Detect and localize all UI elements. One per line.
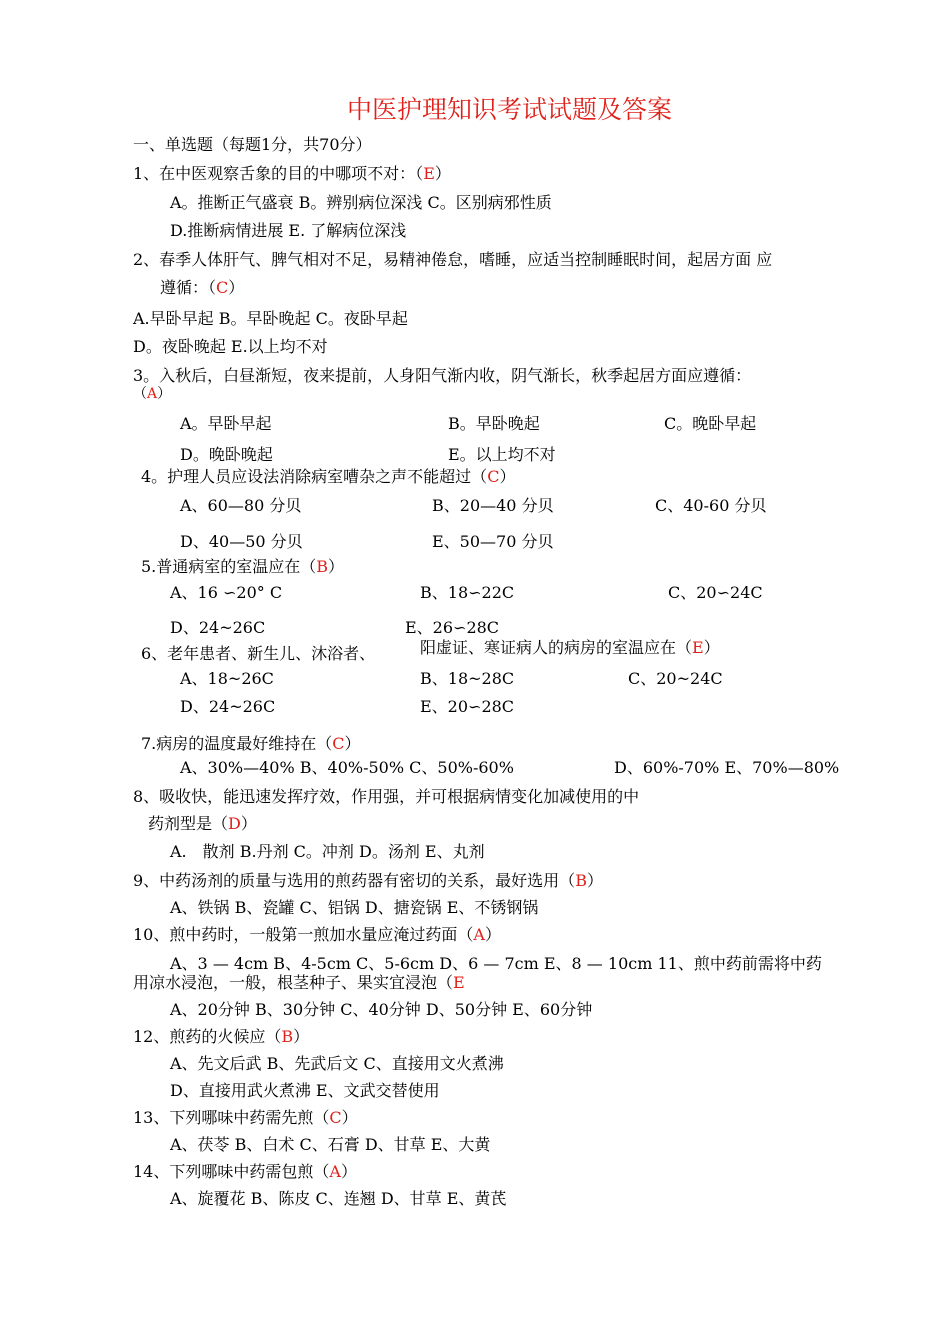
question-5: 5.普通病室的室温应在（B） — [141, 557, 345, 576]
question-6: 6、老年患者、新生儿、沐浴者、 — [141, 644, 376, 663]
question-12: 12、煎药的火候应（B） — [133, 1027, 310, 1046]
question-9: 9、中药汤剂的质量与选用的煎药器有密切的关系，最好选用（B） — [133, 871, 603, 890]
options-2b: D。夜卧晚起 E.以上均不对 — [133, 337, 328, 356]
doc-title: 中医护理知识考试试题及答案 — [347, 95, 673, 124]
option-3e: E。以上均不对 — [448, 445, 556, 464]
answer-8: D — [228, 814, 241, 833]
answer-9: B — [575, 871, 587, 890]
options-1b: D.推断病情进展 E. 了解病位深浅 — [170, 221, 407, 240]
option-6d: D、24~26C — [180, 697, 276, 716]
option-6c: C、20~24C — [628, 669, 723, 688]
option-4c: C、40-60 分贝 — [655, 496, 767, 515]
question-3: 3。入秋后，白昼渐短，夜来提前，人身阳气渐内收，阴气渐长，秋季起居方面应遵循： — [133, 366, 752, 385]
question-2: 2、春季人体肝气、脾气相对不足，易精神倦怠，嗜睡，应适当控制睡眠时间，起居方面 应 — [133, 250, 773, 269]
option-6a: A、18~26C — [180, 669, 274, 688]
question-8: 8、吸收快，能迅速发挥疗效，作用强，并可根据病情变化加减使用的中 — [133, 787, 640, 806]
answer-2: C — [216, 278, 229, 297]
question-11-cont: 用凉水浸泡，一般，根茎种子、果实宜浸泡（E — [133, 973, 465, 992]
answer-5: B — [316, 557, 329, 576]
options-7a: A、30%—40% B、40%-50% C、50%-60% — [180, 758, 514, 777]
question-10: 10、煎中药时，一般第一煎加水量应淹过药面（A） — [133, 925, 501, 944]
option-3d: D。晚卧晚起 — [180, 445, 273, 464]
answer-11: E — [453, 973, 465, 992]
options-14: A、旋覆花 B、陈皮 C、连翘 D、甘草 E、黄芪 — [170, 1189, 507, 1208]
answer-6: E — [692, 638, 704, 657]
question-8-cont: 药剂型是（D） — [148, 814, 257, 833]
options-11: A、20分钟 B、30分钟 C、40分钟 D、50分钟 E、60分钟 — [170, 1000, 593, 1019]
option-5c: C、20∽24C — [668, 583, 763, 602]
option-4b: B、20—40 分贝 — [432, 496, 554, 515]
answer-10: A — [473, 925, 485, 944]
options-8: A. 散剂 B.丹剂 C。冲剂 D。汤剂 E、丸剂 — [170, 842, 485, 861]
question-3-answer: （A） — [133, 386, 172, 402]
options-12a: A、先文后武 B、先武后文 C、直接用文火煮沸 — [170, 1054, 504, 1073]
options-9: A、铁锅 B、瓷罐 C、铝锅 D、搪瓷锅 E、不锈钢锅 — [170, 898, 539, 917]
option-5d: D、24~26C — [170, 618, 266, 637]
options-1a: A。推断正气盛衰 B。辨别病位深浅 C。区别病邪性质 — [170, 193, 552, 212]
question-1: 1、在中医观察舌象的目的中哪项不对：（E） — [133, 164, 451, 183]
options-13: A、茯苓 B、白术 C、石膏 D、甘草 E、大黄 — [170, 1135, 491, 1154]
option-5e: E、26∽28C — [405, 618, 500, 637]
question-6-cont: 阳虚证、寒证病人的病房的室温应在（E） — [420, 638, 720, 657]
question-13: 13、下列哪味中药需先煎（C） — [133, 1108, 358, 1127]
answer-14: A — [329, 1162, 341, 1181]
question-14: 14、下列哪味中药需包煎（A） — [133, 1162, 357, 1181]
question-2-cont: 遵循：（C） — [160, 278, 245, 297]
option-6e: E、20∽28C — [420, 697, 515, 716]
answer-7: C — [332, 734, 345, 753]
options-12b: D、直接用武火煮沸 E、文武交替使用 — [170, 1081, 440, 1100]
section-heading: 一、单选题（每题1分，共70分） — [133, 135, 372, 154]
options-10: A、3 — 4cm B、4-5cm C、5-6cm D、6 — 7cm E、8 — 10cm 11、煎中药前需将中药 — [170, 954, 822, 973]
answer-3: A — [147, 386, 158, 402]
option-3c: C。晚卧早起 — [664, 414, 757, 433]
option-5b: B、18∽22C — [420, 583, 515, 602]
option-3b: B。早卧晚起 — [448, 414, 540, 433]
answer-4: C — [487, 467, 500, 486]
option-3a: A。早卧早起 — [180, 414, 272, 433]
option-6b: B、18~28C — [420, 669, 515, 688]
option-4e: E、50—70 分贝 — [432, 532, 554, 551]
answer-1: E — [423, 164, 435, 183]
option-5a: A、16 ∽20° C — [170, 583, 283, 602]
option-4a: A、60—80 分贝 — [180, 496, 302, 515]
option-4d: D、40—50 分贝 — [180, 532, 303, 551]
answer-13: C — [329, 1108, 342, 1127]
answer-12: B — [281, 1027, 294, 1046]
options-7b: D、60%-70% E、70%—80% — [614, 758, 840, 777]
question-7: 7.病房的温度最好维持在（C） — [141, 734, 361, 753]
question-4: 4。护理人员应设法消除病室嘈杂之声不能超过（C） — [141, 467, 516, 486]
options-2a: A.早卧早起 B。早卧晚起 C。夜卧早起 — [133, 309, 408, 328]
